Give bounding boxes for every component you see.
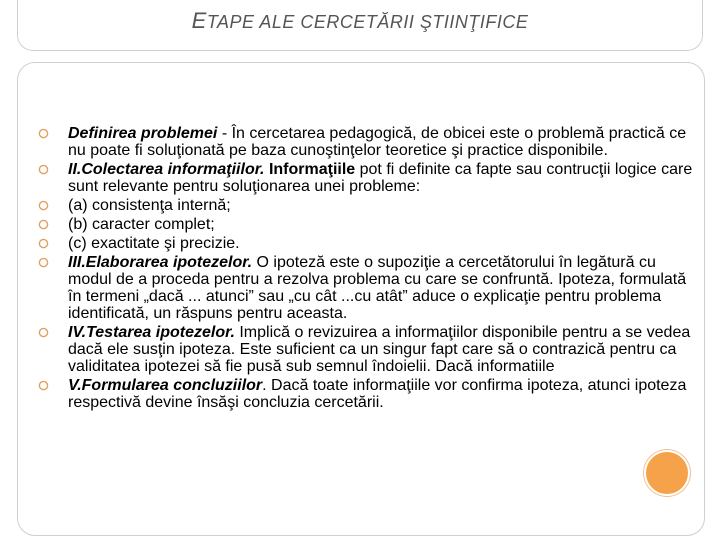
bullet-icon: [38, 238, 49, 249]
page-title: ETAPE ALE CERCETĂRII ŞTIINŢIFICE: [191, 8, 529, 33]
bullet-icon: [38, 219, 49, 230]
list-item: (b) caracter complet;: [38, 216, 693, 233]
list-item: V.Formularea concluziilor. Dacă toate informaţiile vor confirma ipoteza, atunci ipoteza respectivă devine însăşi concluzia cercetării.: [38, 377, 693, 411]
bullet-icon: [38, 200, 49, 211]
bullet-icon: [38, 327, 49, 338]
list-item: II.Colectarea informaţiilor. Informaţiile pot fi definite ca fapte sau contrucţii logice care sunt relevante pentru soluţionarea unei probleme:: [38, 161, 693, 195]
bullet-icon: [38, 380, 49, 391]
list-item: (c) exactitate şi precizie.: [38, 235, 693, 252]
bullet-list: [38, 125, 693, 413]
bullet-icon: [38, 128, 49, 139]
decorative-circle: [644, 450, 690, 496]
list-item: Definirea problemei - În cercetarea pedagogică, de obicei este o problemă practică ce nu poate fi soluţionată pe baza cunoştinţelor teoretice şi practice disponibile.: [38, 125, 693, 159]
bullet-icon: [38, 257, 49, 268]
list-item: III.Elaborarea ipotezelor. O ipoteză este o supoziţie a cercetătorului în legătură cu modul de a proceda pentru a rezolva problema cu care se confruntă. Ipoteza, formulată în termeni „dacă ... atunci” sau „cu cât ...cu atât” aduce o explicaţie pentru problema identificată, un răspuns pentru aceasta.: [38, 254, 693, 322]
list-item: IV.Testarea ipotezelor. Implică o revizuirea a informaţiilor disponibile pentru a se vedea dacă ele susţin ipoteza. Este suficient ca un singur fapt care să o contrazică pentru ca validitatea ipotezei să fie pusă sub semnul îndoielii. Dacă informatiile: [38, 324, 693, 375]
bullet-icon: [38, 164, 49, 175]
list-item: (a) consistenţa internă;: [38, 197, 693, 214]
